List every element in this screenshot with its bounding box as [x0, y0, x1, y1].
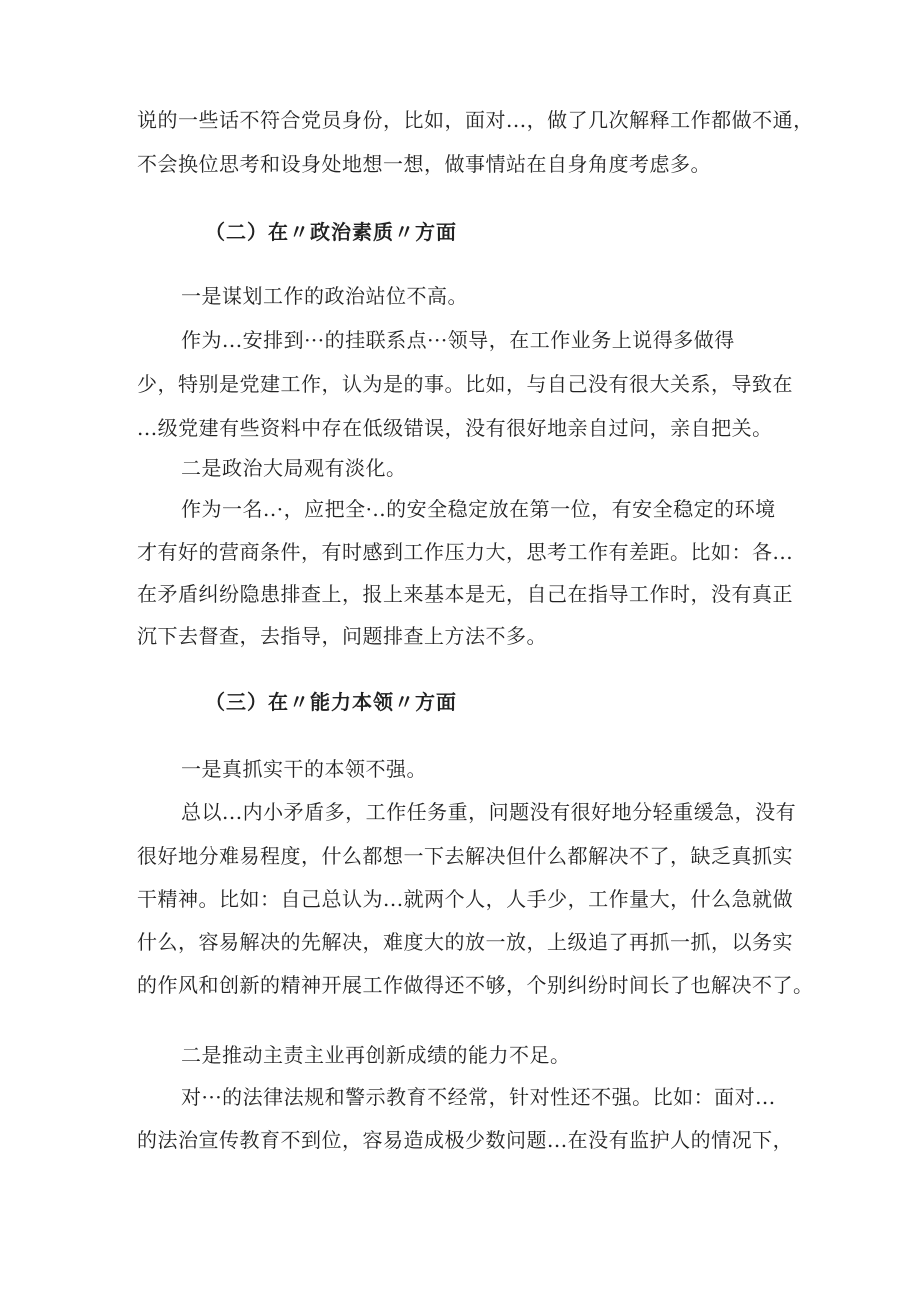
subsection-title: 一是谋划工作的政治站位不高。 — [181, 284, 468, 308]
paragraph-line: 的法治宣传教育不到位，容易造成极少数问题...在没有监护人的情况下， — [137, 1128, 794, 1152]
paragraph-line: 的作风和创新的精神开展工作做得还不够，个别纠纷时间长了也解决不了。 — [137, 973, 814, 997]
paragraph-line: ...级党建有些资料中存在低级错误，没有很好地亲自过问，亲自把关。 — [137, 416, 773, 440]
subsection-title: 一是真抓实干的本领不强。 — [181, 757, 427, 781]
paragraph-line: 才有好的营商条件，有时感到工作压力大，思考工作有差距。比如：各... — [137, 540, 794, 564]
paragraph-line: 不会换位思考和设身处地想一想，做事情站在自身角度考虑多。 — [137, 152, 711, 176]
section-heading: （二）在〃政治素质〃方面 — [205, 220, 457, 244]
paragraph-line: 总以...内小矛盾多，工作任务重，问题没有很好地分轻重缓急，没有 — [181, 800, 797, 824]
paragraph-line: 干精神。比如：自己总认为...就两个人，人手少，工作量大，什么急就做 — [137, 887, 794, 911]
paragraph-line: 沉下去督查，去指导，问题排查上方法不多。 — [137, 624, 547, 648]
subsection-title: 二是推动主责主业再创新成绩的能力不足。 — [181, 1043, 571, 1067]
paragraph-line: 很好地分难易程度，什么都想一下去解决但什么都解决不了，缺乏真抓实 — [137, 844, 793, 868]
paragraph-line: 作为...安排到···的挂联系点···领导，在工作业务上说得多做得 — [181, 328, 735, 352]
section-heading: （三）在〃能力本领〃方面 — [205, 690, 457, 714]
paragraph-line: 什么，容易解决的先解决，难度大的放一放，上级追了再抓一抓，以务实 — [137, 930, 793, 954]
paragraph-line: 在矛盾纠纷隐患排查上，报上来基本是无，自己在指导工作时，没有真正 — [137, 582, 793, 606]
paragraph-line: 少，特别是党建工作，认为是的事。比如，与自己没有很大关系，导致在 — [137, 372, 793, 396]
paragraph-line: 说的一些话不符合党员身份，比如，面对...，做了几次解释工作都做不通， — [137, 108, 814, 132]
paragraph-line: 作为一名..·，应把全·..的安全稳定放在第一位，有安全稳定的环境 — [181, 497, 776, 521]
paragraph-line: 对···的法律法规和警示教育不经常，针对性还不强。比如：面对... — [181, 1085, 776, 1109]
subsection-title: 二是政治大局观有淡化。 — [181, 456, 407, 480]
